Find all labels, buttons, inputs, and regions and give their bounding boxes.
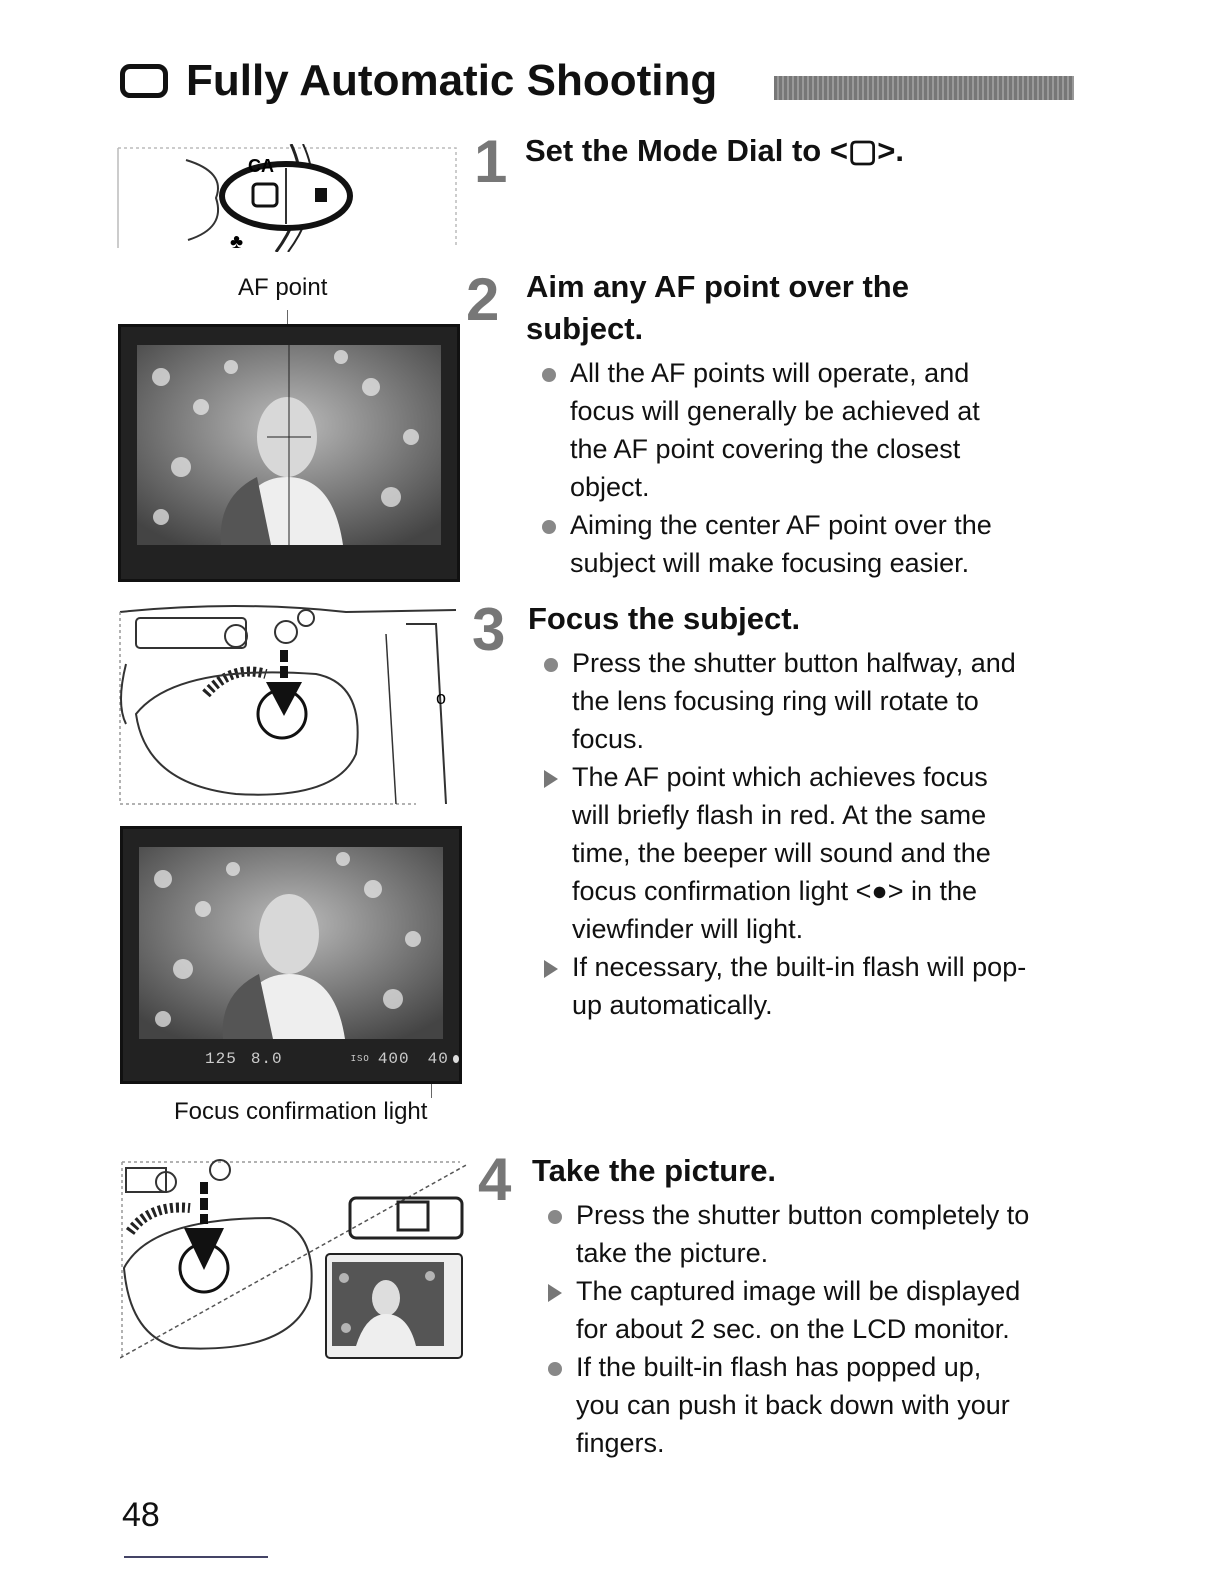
bullet-line: All the AF points will operate, and — [570, 358, 970, 388]
bullet-line: focus will generally be achieved at — [570, 396, 980, 426]
step-4-heading: Take the picture. — [532, 1153, 777, 1188]
bullet-line: for about 2 sec. on the LCD monitor. — [576, 1314, 1010, 1344]
step-3-bullet-1 — [572, 644, 1092, 758]
bullet-line: fingers. — [576, 1428, 665, 1458]
step-3-bullets — [572, 644, 1092, 1024]
step-4-number: 4 — [478, 1146, 512, 1213]
step-2-bullet-2 — [570, 506, 1090, 582]
svg-text:♣: ♣ — [230, 231, 244, 252]
shutter-half-press-illustration — [116, 604, 462, 808]
bullet-line: Press the shutter button halfway, and — [572, 648, 1016, 678]
readout-shutter: 125 — [205, 1050, 237, 1068]
bullet-line: time, the beeper will sound and the — [572, 838, 991, 868]
bullet-dot-icon — [548, 1210, 562, 1224]
bullet-dot-icon — [544, 658, 558, 672]
step-2-heading-line1: Aim any AF point over the — [526, 269, 909, 304]
bullet-line: the lens focusing ring will rotate to — [572, 686, 979, 716]
step-2-bullet-1 — [570, 354, 1090, 506]
step-2-heading — [526, 266, 909, 350]
shutter-full-press-illustration — [120, 1158, 468, 1362]
bullet-line: viewfinder will light. — [572, 914, 804, 944]
bullet-line: you can push it back down with your — [576, 1390, 1010, 1420]
bullet-triangle-icon — [548, 1284, 562, 1302]
readout-iso: 400 — [377, 1050, 410, 1068]
mode-dial-illustration — [116, 144, 458, 252]
title-decorative-bar — [774, 76, 1074, 100]
bullet-line: If necessary, the built-in flash will pop- — [572, 952, 1027, 982]
bullet-line: will briefly flash in red. At the same — [572, 800, 987, 830]
focus-confirmation-icon — [453, 1055, 459, 1063]
bullet-dot-icon — [542, 520, 556, 534]
bullet-line: up automatically. — [572, 990, 773, 1020]
svg-text:o: o — [436, 688, 447, 708]
step-2-bullets — [570, 354, 1090, 582]
bullet-line: If the built-in flash has popped up, — [576, 1352, 982, 1382]
step-3-heading: Focus the subject. — [528, 601, 801, 636]
bullet-line: Press the shutter button completely to — [576, 1200, 1030, 1230]
focus-confirmation-leader-line — [431, 1084, 432, 1098]
svg-text:CA: CA — [248, 156, 274, 176]
bullet-line: Aiming the center AF point over the — [570, 510, 992, 540]
step-2-heading-line2: subject. — [526, 311, 644, 346]
step-2-number: 2 — [466, 266, 500, 333]
bullet-triangle-icon — [544, 960, 558, 978]
af-point-label: AF point — [238, 274, 328, 301]
bullet-line: focus. — [572, 724, 645, 754]
full-auto-mode-icon — [120, 64, 168, 98]
bullet-dot-icon — [548, 1362, 562, 1376]
bullet-line: the AF point covering the closest — [570, 434, 961, 464]
readout-shots: 40 — [427, 1050, 449, 1068]
viewfinder-photo-af — [118, 324, 460, 582]
viewfinder-readout — [123, 1039, 459, 1079]
step-4-bullets — [576, 1196, 1096, 1462]
viewfinder-photo-focused — [120, 826, 462, 1084]
readout-aperture: 8.0 — [250, 1050, 283, 1068]
bullet-line: take the picture. — [576, 1238, 769, 1268]
page-title: Fully Automatic Shooting — [186, 56, 718, 105]
bullet-triangle-icon — [544, 770, 558, 788]
bullet-line: focus confirmation light <●> in the — [572, 876, 978, 906]
step-4-bullet-1 — [576, 1196, 1096, 1272]
bullet-line: The AF point which achieves focus — [572, 762, 988, 792]
step-1-number: 1 — [474, 128, 508, 195]
step-4-bullet-2 — [576, 1272, 1096, 1348]
bullet-dot-icon — [542, 368, 556, 382]
step-3-bullet-2 — [572, 758, 1092, 948]
bullet-line: subject will make focusing easier. — [570, 548, 970, 578]
step-3-bullet-3 — [572, 948, 1092, 1024]
page-number: 48 — [122, 1496, 160, 1534]
readout-iso-label: ISO — [350, 1054, 370, 1064]
page-footer-rule — [124, 1556, 268, 1558]
step-1-heading: Set the Mode Dial to <▢>. — [525, 133, 904, 168]
page-title-row — [120, 56, 717, 106]
bullet-line: The captured image will be displayed — [576, 1276, 1021, 1306]
step-4-bullet-3 — [576, 1348, 1096, 1462]
step-3-number: 3 — [472, 596, 506, 663]
focus-confirmation-label: Focus confirmation light — [174, 1098, 428, 1125]
bullet-line: object. — [570, 472, 650, 502]
